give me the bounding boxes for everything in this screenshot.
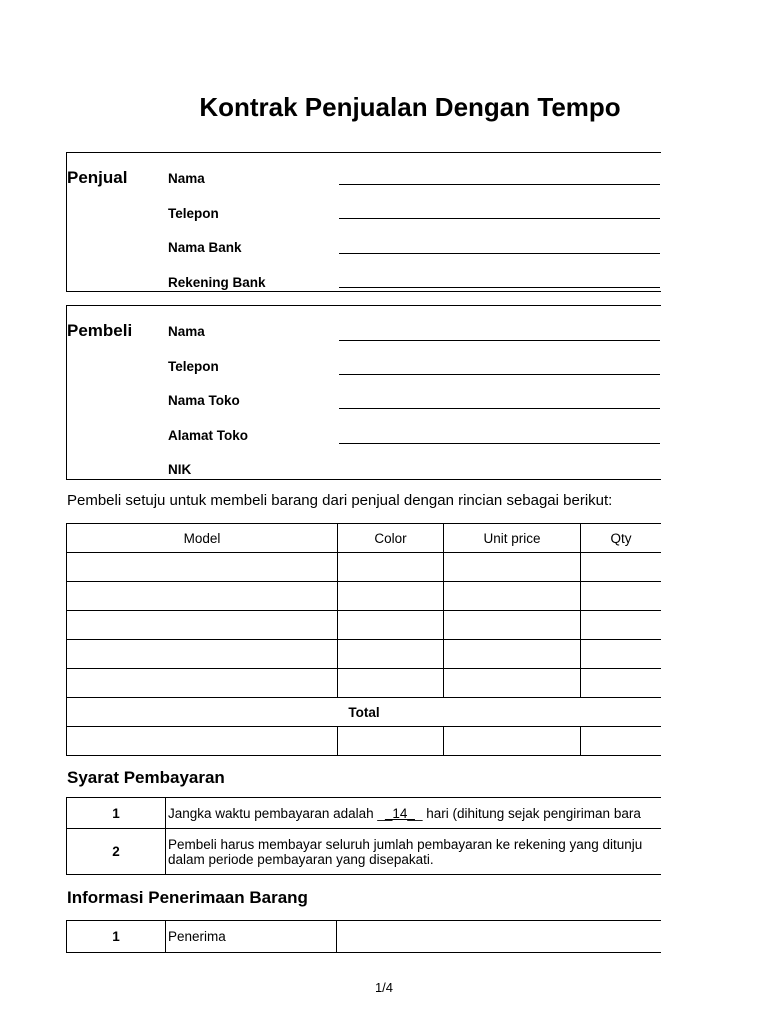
seller-phone-field[interactable]: [339, 218, 660, 219]
receipt-number: 1: [67, 921, 166, 953]
col-qty: Qty: [581, 524, 662, 553]
buyer-address-label: Alamat Toko: [168, 428, 249, 443]
seller-account-label: Rekening Bank: [168, 275, 266, 290]
seller-name-label: Nama: [168, 171, 205, 186]
seller-phone-label: Telepon: [168, 206, 219, 221]
col-model: Model: [67, 524, 338, 553]
page-title: Kontrak Penjualan Dengan Tempo: [199, 92, 621, 122]
seller-bank-label: Nama Bank: [168, 240, 242, 255]
table-row: [67, 640, 662, 669]
receipt-label: Penerima: [166, 921, 337, 953]
table-row: [67, 611, 662, 640]
buyer-store-field[interactable]: [339, 408, 660, 409]
buyer-name-label: Nama: [168, 324, 205, 339]
term-number: 1: [67, 798, 166, 829]
buyer-nik-label: NIK: [168, 462, 192, 477]
buyer-label: Pembeli: [67, 321, 133, 340]
term-text: Jangka waktu pembayaran adalah __14__ hari (dihitung sejak pengiriman bara: [166, 798, 662, 829]
seller-account-field[interactable]: [339, 287, 660, 288]
seller-label: Penjual: [67, 168, 128, 187]
buyer-section: [66, 305, 661, 480]
payment-terms-table: [66, 797, 661, 875]
seller-name-field[interactable]: [339, 184, 660, 185]
buyer-store-label: Nama Toko: [168, 393, 240, 408]
days-value[interactable]: _14_: [384, 805, 415, 821]
total-label: Total: [67, 698, 662, 727]
col-color: Color: [338, 524, 444, 553]
buyer-address-field[interactable]: [339, 443, 660, 444]
table-row: [67, 553, 662, 582]
buyer-phone-label: Telepon: [168, 359, 219, 374]
items-table: [66, 523, 661, 756]
receipt-table: [66, 920, 661, 953]
buyer-phone-field[interactable]: [339, 374, 660, 375]
table-row: [67, 669, 662, 698]
table-row: [67, 582, 662, 611]
receiver-field[interactable]: [337, 921, 662, 953]
receipt-heading: Informasi Penerimaan Barang: [67, 888, 308, 907]
term-number: 2: [67, 829, 166, 875]
seller-bank-field[interactable]: [339, 253, 660, 254]
total-row: [67, 727, 662, 756]
col-unit-price: Unit price: [444, 524, 581, 553]
term-text: Pembeli harus membayar seluruh jumlah pembayaran ke rekening yang ditunju dalam periode pembayaran yang disepakati.: [166, 829, 662, 875]
agreement-intro: Pembeli setuju untuk membeli barang dari penjual dengan rincian sebagai berikut:: [67, 492, 613, 509]
buyer-name-field[interactable]: [339, 340, 660, 341]
seller-section: [66, 152, 661, 292]
payment-heading: Syarat Pembayaran: [67, 768, 225, 787]
page-number: 1/4: [374, 980, 394, 995]
